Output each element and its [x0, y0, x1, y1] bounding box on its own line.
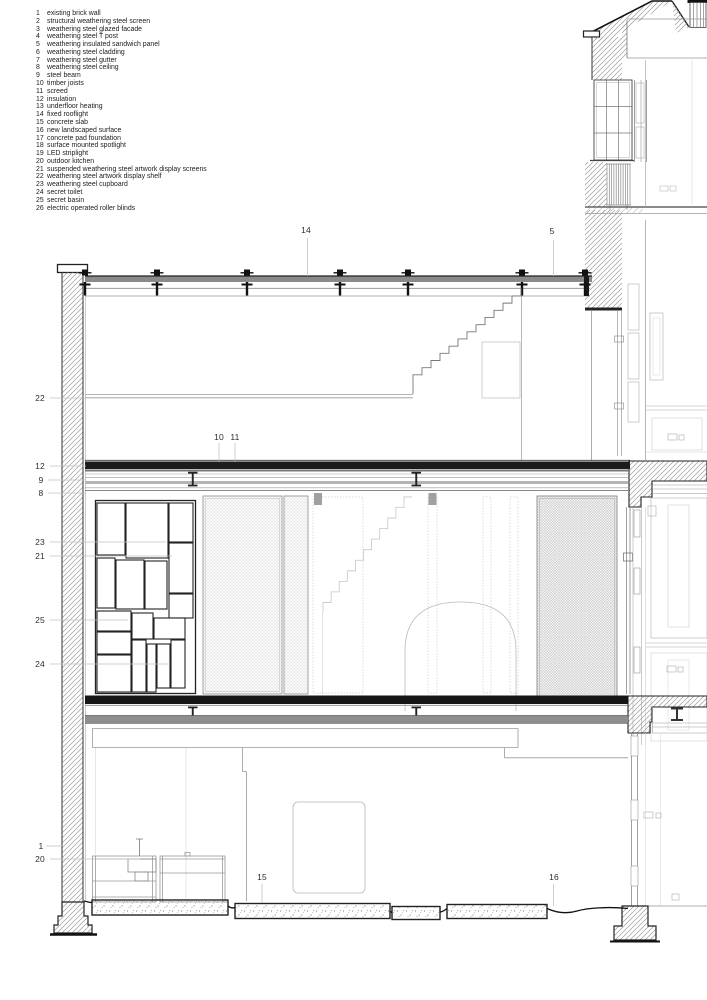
legend-item-number: 13 [36, 103, 44, 111]
legend-item-label: steel beam [47, 72, 81, 80]
legend-item-number: 26 [36, 204, 44, 212]
legend-item-19 [36, 150, 207, 158]
legend-item-5 [36, 41, 207, 49]
legend-item-label: structural weathering steel screen [47, 17, 151, 25]
legend-item-label: weathering steel cladding [47, 48, 125, 56]
legend-item-number: 8 [36, 64, 40, 72]
legend-item-9 [36, 72, 207, 80]
legend-item-number: 15 [36, 118, 44, 126]
legend-item-22 [36, 173, 207, 181]
legend-item-2 [36, 18, 207, 26]
legend-item-8 [36, 64, 207, 72]
callout-22: 22 [35, 393, 45, 403]
legend-item-label: weathering steel gutter [47, 56, 117, 64]
legend-item-number: 24 [36, 188, 44, 196]
legend-item-3 [36, 26, 207, 34]
callout-23: 23 [35, 537, 45, 547]
legend-item-number: 14 [36, 111, 44, 119]
basement-level [84, 729, 628, 920]
legend-item-7 [36, 57, 207, 65]
leaning-artwork [293, 802, 365, 893]
floor-buildup-upper [85, 460, 630, 490]
bulkhead-lines [92, 729, 628, 902]
legend-item-number: 1 [36, 10, 40, 17]
right-wall-footing [614, 906, 656, 940]
legend-item-number: 11 [36, 87, 44, 95]
callout-8: 8 [38, 488, 44, 498]
legend-item-label: underfloor heating [47, 103, 103, 111]
legend-item-10 [36, 80, 207, 88]
callout-24: 24 [35, 659, 45, 669]
legend-item-16 [36, 127, 207, 135]
callout-1: 1 [38, 841, 44, 851]
left-wall-footing [54, 902, 92, 933]
legend-item-label: screed [47, 87, 68, 95]
callout-25: 25 [35, 615, 45, 625]
legend-item-label: weathering steel T post [47, 33, 118, 41]
artwork-display-screens [203, 496, 617, 699]
callout-9: 9 [38, 475, 44, 485]
callout-10: 10 [214, 432, 224, 442]
legend-item-12 [36, 96, 207, 104]
legend-item-number: 4 [36, 33, 40, 41]
callout-21: 21 [35, 551, 45, 561]
existing-lower-level [610, 696, 707, 942]
legend-item-label: concrete slab [47, 118, 88, 126]
legend-item-number: 2 [36, 17, 40, 25]
legend-item-number: 18 [36, 142, 44, 150]
legend-item-number: 5 [36, 41, 40, 49]
legend-item-23 [36, 181, 207, 189]
legend-item-number: 19 [36, 150, 44, 158]
background-display-screens [313, 497, 518, 693]
legend-item-6 [36, 49, 207, 57]
legend-item-label: fixed rooflight [47, 111, 88, 119]
legend-item-24 [36, 189, 207, 197]
legend-item-13 [36, 103, 207, 111]
steel-cupboard [96, 501, 196, 694]
legend-item-number: 3 [36, 25, 40, 33]
callout-12: 12 [35, 461, 45, 471]
middle-gallery [96, 493, 618, 711]
legend-item-label: suspended weathering steel artwork display screens [47, 165, 207, 173]
legend-item-20 [36, 158, 207, 166]
legend-item-label: weathering steel cupboard [47, 181, 128, 189]
legend-item-label: secret toilet [47, 188, 83, 196]
legend-item-14 [36, 111, 207, 119]
legend-item-number: 22 [36, 173, 44, 181]
existing-brick-wall-left [50, 265, 97, 935]
upper-gallery-room [85, 288, 522, 460]
legend-item-label: surface mounted spotlight [47, 142, 126, 150]
callout-11: 11 [230, 432, 240, 442]
legend-item-number: 23 [36, 181, 44, 189]
legend-item-25 [36, 197, 207, 205]
legend-item-label: insulation [47, 95, 77, 103]
legend-item-number: 17 [36, 134, 44, 142]
legend-item-label: LED striplight [47, 150, 88, 158]
legend-item-label: timber joists [47, 80, 84, 88]
callout-20: 20 [35, 854, 45, 864]
concrete-pads [92, 900, 547, 920]
insulation-band [85, 696, 628, 705]
legend-item-15 [36, 119, 207, 127]
arch-opening [405, 602, 516, 711]
legend [36, 10, 207, 212]
legend-item-number: 20 [36, 157, 44, 165]
outdoor-kitchen [93, 839, 226, 902]
legend-item-number: 10 [36, 80, 44, 88]
callout-14: 14 [301, 225, 311, 235]
legend-item-26 [36, 205, 207, 213]
legend-item-number: 21 [36, 165, 44, 173]
legend-item-number: 16 [36, 126, 44, 134]
legend-item-label: outdoor kitchen [47, 157, 95, 165]
insulation-band [85, 462, 630, 470]
legend-item-label: electric operated roller blinds [47, 204, 136, 212]
rooflight-shaft [482, 342, 520, 398]
legend-item-label: secret basin [47, 196, 85, 204]
legend-item-label: weathering steel ceiling [47, 64, 119, 72]
callout-15: 15 [257, 872, 267, 882]
valley-rooflight [690, 3, 706, 28]
upper-stairs [413, 288, 521, 382]
legend-item-label: concrete pad foundation [47, 134, 121, 142]
callout-5: 5 [549, 226, 555, 236]
legend-item-label: weathering steel artwork display shelf [47, 173, 162, 181]
legend-item-number: 7 [36, 56, 40, 64]
callout-16: 16 [549, 872, 559, 882]
screen-hanger [429, 493, 437, 505]
legend-item-11 [36, 88, 207, 96]
steel-beam-right [671, 708, 683, 722]
floor-buildup-lower [85, 696, 628, 724]
fixed-rooflight [79, 270, 593, 297]
concrete-band [85, 716, 628, 723]
legend-item-17 [36, 135, 207, 143]
existing-bay-window [590, 80, 647, 162]
legend-item-18 [36, 142, 207, 150]
legend-item-4 [36, 33, 207, 41]
legend-item-number: 12 [36, 95, 44, 103]
legend-item-label: weathering steel glazed facade [47, 25, 143, 33]
legend-item-number: 9 [36, 72, 40, 80]
legend-item-label: existing brick wall [47, 10, 101, 17]
rooflight-fixings [79, 270, 592, 296]
screen-hanger [314, 493, 322, 505]
legend-item-label: new landscaped surface [47, 126, 122, 134]
legend-item-1 [36, 10, 207, 18]
legend-item-number: 25 [36, 196, 44, 204]
gable-coping [584, 31, 600, 37]
legend-item-number: 6 [36, 48, 40, 56]
legend-item-label: weathering insulated sandwich panel [47, 41, 160, 49]
existing-radiator [606, 164, 631, 210]
legend-item-21 [36, 166, 207, 174]
